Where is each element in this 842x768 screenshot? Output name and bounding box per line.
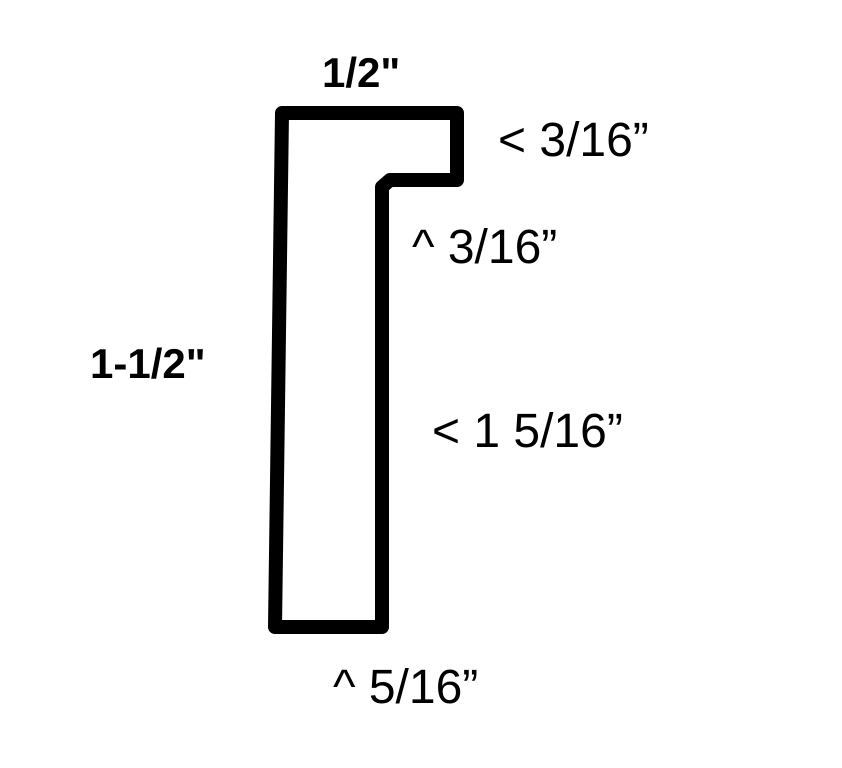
total-height-label: 1-1/2" — [90, 340, 206, 387]
profile-outline — [275, 113, 457, 627]
lip-height-label: < 3/16” — [498, 114, 649, 167]
inner-height-label: < 1 5/16” — [432, 405, 623, 458]
top-width-label: 1/2" — [322, 49, 401, 96]
step-depth-label: ^ 3/16” — [412, 221, 558, 274]
bottom-width-label: ^ 5/16” — [333, 661, 479, 714]
